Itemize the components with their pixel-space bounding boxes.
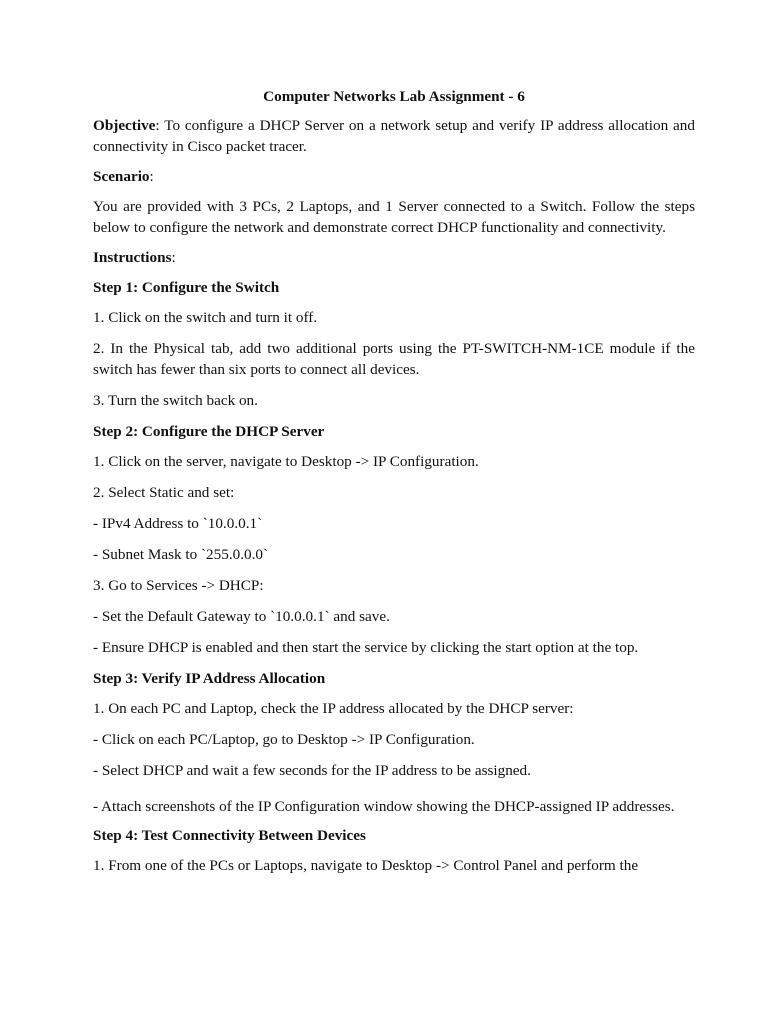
step3-heading: Step 3: Verify IP Address Allocation: [93, 670, 326, 687]
document-title: Computer Networks Lab Assignment - 6: [263, 88, 525, 105]
step3-line: - Click on each PC/Laptop, go to Desktop -> IP Configuration.: [93, 731, 475, 748]
step1-heading: Step 1: Configure the Switch: [93, 279, 280, 296]
step2-heading: Step 2: Configure the DHCP Server: [93, 423, 325, 440]
instructions-colon: :: [171, 249, 176, 266]
instructions-heading: [93, 247, 695, 268]
objective-label: Objective: [93, 117, 156, 134]
document-page: [93, 86, 695, 886]
step1-line: 3. Turn the switch back on.: [93, 392, 258, 409]
scenario-colon: :: [149, 168, 154, 185]
step1-line: 2. In the Physical tab, add two additional ports using the PT-SWITCH-NM-1CE module if the switch has fewer than six ports to connect all devices.: [93, 340, 695, 378]
step1-line: 1. Click on the switch and turn it off.: [93, 309, 318, 326]
step2-line: - IPv4 Address to `10.0.0.1`: [93, 515, 263, 532]
instructions-label: Instructions: [93, 249, 172, 266]
step2-line: - Set the Default Gateway to `10.0.0.1` and save.: [93, 608, 390, 625]
scenario-heading: [93, 166, 695, 187]
step2-line: 2. Select Static and set:: [93, 484, 235, 501]
scenario-paragraph: You are provided with 3 PCs, 2 Laptops, and 1 Server connected to a Switch. Follow the steps below to configure the network and demonstrate correct DHCP functionality and connectivity.: [93, 198, 695, 236]
scenario-label: Scenario: [93, 168, 150, 185]
step3-line: - Select DHCP and wait a few seconds for the IP address to be assigned.: [93, 762, 531, 779]
step3-line: - Attach screenshots of the IP Configuration window showing the DHCP-assigned IP addresses.: [93, 798, 675, 815]
step2-line: 1. Click on the server, navigate to Desktop -> IP Configuration.: [93, 453, 479, 470]
step3-line: 1. On each PC and Laptop, check the IP address allocated by the DHCP server:: [93, 700, 574, 717]
step2-line: 3. Go to Services -> DHCP:: [93, 577, 264, 594]
step2-line: - Ensure DHCP is enabled and then start the service by clicking the start option at the top.: [93, 639, 639, 656]
step4-line: 1. From one of the PCs or Laptops, navigate to Desktop -> Control Panel and perform the: [93, 857, 639, 874]
step4-heading: Step 4: Test Connectivity Between Devices: [93, 827, 366, 844]
step2-line: - Subnet Mask to `255.0.0.0`: [93, 546, 269, 563]
objective-paragraph: [93, 115, 695, 157]
objective-text: : To configure a DHCP Server on a network setup and verify IP address allocation and connectivity in Cisco packet tracer.: [93, 117, 695, 155]
